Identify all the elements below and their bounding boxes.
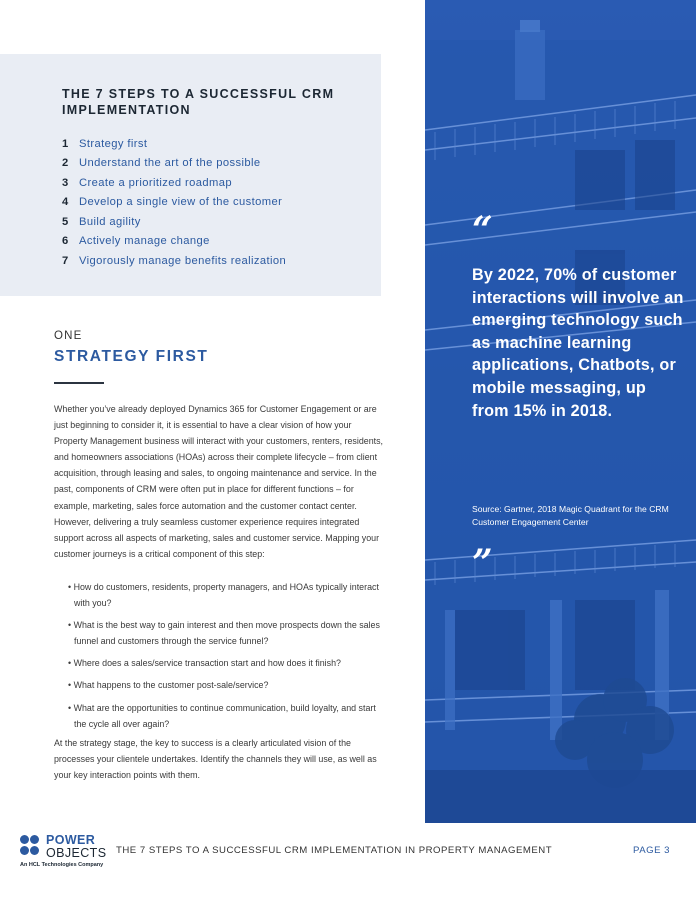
step-label: Create a prioritized roadmap: [79, 176, 232, 189]
close-quote-icon: ”: [472, 542, 493, 584]
step-item: [62, 154, 286, 174]
step-label: Actively manage change: [79, 235, 210, 248]
step-label: Vigorously manage benefits realization: [79, 254, 287, 267]
step-label: Strategy first: [79, 137, 148, 150]
open-quote-icon: “: [472, 209, 493, 251]
step-item: [62, 173, 286, 193]
bullet-item: • What are the opportunities to continue communication, build loyalty, and start the cycle all over again?: [66, 700, 386, 732]
step-item: [62, 193, 286, 213]
logo-dots-icon: [20, 835, 44, 857]
title-divider: [54, 382, 104, 384]
step-item: [62, 212, 286, 232]
step-number: 5: [62, 215, 69, 228]
pull-quote-text: By 2022, 70% of customer interactions will involve an emerging technology such as machine learning applications, Chatbots, or mobile messaging, up from 15% in 2018.: [472, 266, 684, 420]
bullet-item: • What happens to the customer post-sale/service?: [66, 677, 386, 693]
logo-tagline: An HCL Technologies Company: [20, 862, 104, 868]
section-kicker: ONE: [54, 330, 83, 342]
body-paragraph-1: Whether you’ve already deployed Dynamics 365 for Customer Engagement or are just beginning to consider it, it is essential to have a clear vision of how your Property Management business will interact with your customers, renters, residents, and homeowners associations (HOAs) across their complete lifecycle – from client acquisition, through leasing and sales, to ongoing maintenance and service. In the past, components of CRM were often put in place for different functions – for example, marketing, sales force automation and the customer contact center. However, delivering a truly seamless customer experience requires integrated support across all aspects of marketing, sales and customer service. Mapping your customer journeys is a critical component of this step:: [54, 404, 384, 559]
footer-page-number: PAGE 3: [633, 845, 670, 856]
step-number: 2: [62, 157, 69, 170]
step-label: Understand the art of the possible: [79, 157, 261, 170]
step-item: [62, 251, 286, 271]
step-number: 7: [62, 254, 69, 267]
body-paragraph-2: At the strategy stage, the key to success is a clearly articulated vision of the processes your clientele undertakes. Identify the channels they will use, as well as your key interaction points with them.: [54, 738, 377, 781]
step-label: Build agility: [79, 215, 141, 228]
step-number: 4: [62, 196, 69, 209]
journey-questions-list: [66, 579, 386, 738]
step-label: Develop a single view of the customer: [79, 196, 283, 209]
step-item: [62, 232, 286, 252]
pull-quote-source: Source: Gartner, 2018 Magic Quadrant for the CRM Customer Engagement Center: [472, 504, 669, 527]
logo-word-objects: OBJECTS: [46, 846, 107, 860]
footer-document-title: THE 7 STEPS TO A SUCCESSFUL CRM IMPLEMENTATION IN PROPERTY MANAGEMENT: [116, 845, 553, 856]
steps-list: [62, 134, 286, 271]
steps-summary-box: [0, 54, 381, 296]
steps-box-title: THE 7 STEPS TO A SUCCESSFUL CRM IMPLEMENTATION: [62, 87, 335, 117]
step-number: 6: [62, 235, 69, 248]
section-title: STRATEGY FIRST: [54, 348, 209, 365]
bullet-item: • How do customers, residents, property managers, and HOAs typically interact with you?: [66, 579, 386, 611]
logo-word-power: POWER: [46, 833, 96, 847]
step-item: [62, 134, 286, 154]
bullet-item: • What is the best way to gain interest and then move prospects down the sales funnel and customers through the service funnel?: [66, 617, 386, 649]
step-number: 3: [62, 176, 69, 189]
step-number: 1: [62, 137, 69, 150]
bullet-item: • Where does a sales/service transaction start and how does it finish?: [66, 655, 386, 671]
